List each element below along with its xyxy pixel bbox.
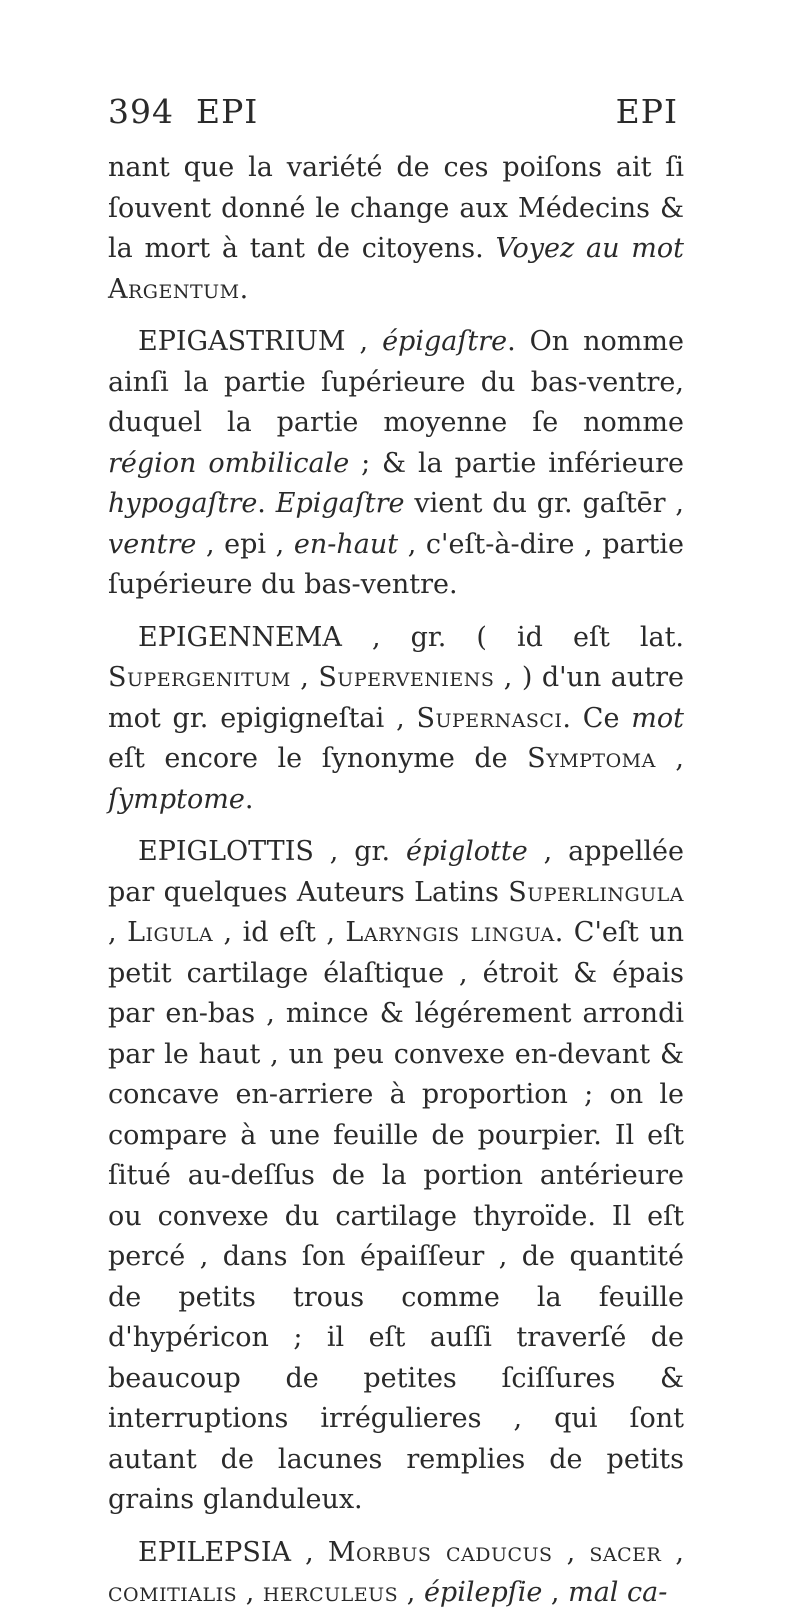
italic-term: ventre <box>108 528 197 560</box>
page-number: 394 <box>108 92 174 131</box>
italic-term: ſymptome <box>108 783 245 815</box>
text-run: . Ce <box>562 702 632 734</box>
continued-paragraph <box>108 148 684 310</box>
small-caps-term: Laryngis lingua <box>345 917 555 948</box>
small-caps-term: Morbus caducus <box>327 1536 553 1568</box>
text-run: , <box>290 662 319 693</box>
italic-term: mot <box>631 702 684 734</box>
italic-term: en-haut <box>293 528 399 560</box>
text-run: , <box>552 1536 590 1568</box>
dictionary-entry <box>108 832 684 1521</box>
italic-term: épilepſie <box>423 1577 543 1608</box>
entry-text <box>108 148 684 1614</box>
small-caps-term: Superlingula <box>508 876 684 908</box>
text-run: . <box>244 783 254 815</box>
text-run: , id eſt , <box>213 917 346 948</box>
text-run: EPILEPSIA , <box>138 1536 328 1568</box>
small-caps-term: Symptoma <box>527 743 656 774</box>
small-caps-term: Supernasci <box>416 702 563 734</box>
small-caps-term: sacer <box>589 1536 662 1568</box>
text-run: ; & la partie inférieure <box>349 447 684 479</box>
italic-term: Voyez au mot <box>495 233 685 264</box>
text-run: , <box>661 1536 684 1568</box>
italic-term: hypogaſtre <box>108 488 258 519</box>
running-head-right: EPI <box>615 92 678 131</box>
small-caps-term: herculeus <box>262 1577 399 1608</box>
dictionary-entry <box>108 322 684 606</box>
running-head <box>108 92 678 136</box>
text-run: , appellée par quelques Auteurs Latins <box>108 836 684 908</box>
italic-term: épiglotte <box>405 836 528 867</box>
text-run: , ) d'un autre mot gr. epigigneſtai , <box>108 662 685 734</box>
text-run: , <box>655 743 684 774</box>
text-run: EPIGENNEMA , gr. ( id eſt lat. <box>138 621 684 653</box>
text-run: . <box>257 488 276 519</box>
small-caps-term: Argentum <box>108 273 240 305</box>
text-run: . On nomme ainſi la partie ſupérieure du bas-ventre, duquel la partie moyenne ſe nomme <box>108 326 684 438</box>
italic-term: région ombilicale <box>108 447 350 479</box>
small-caps-term: Ligula <box>127 917 214 948</box>
italic-term: épigaſtre <box>382 326 508 357</box>
dictionary-entry <box>108 618 684 821</box>
running-head-left: EPI <box>196 92 259 131</box>
text-run: nant que la variété de ces poiſons ait ſi ſouvent donné le change aux Médecins & la mort à tant de citoyens. <box>108 152 684 264</box>
text-run: , <box>542 1577 569 1608</box>
text-run: . <box>239 273 249 305</box>
italic-term: mal ca- <box>568 1577 668 1608</box>
text-run: EPIGLOTTIS , gr. <box>138 836 406 867</box>
text-run: EPIGASTRIUM , <box>138 326 383 357</box>
text-run: . C'eſt un petit cartilage élaſtique , étroit & épais par en-bas , mince & légérement arrondi par le haut , un peu convexe en-devant & concave en-arriere à proportion ; on le compare à une feuille de pourpier. Il eſt ſitué au-deſſus de la portion antérieure ou convexe du cartilage thyroïde. Il eſt percé , dans ſon épaiſſeur , de quantité de petits trous comme la feuille d'hypéricon ; il eſt auſſi traverſé de beaucoup de petites ſciſſures & interruptions irrégulieres , qui ſont autant de lacunes remplies de petits grains glanduleux. <box>108 917 684 1515</box>
text-run: , epi , <box>196 528 294 560</box>
text-run: eſt encore le ſynonyme de <box>108 743 528 774</box>
text-run: , c'eſt-à-dire , partie ſupérieure du bas-ventre. <box>108 528 684 600</box>
text-run: , <box>398 1577 424 1608</box>
small-caps-term: Supergenitum <box>108 662 291 693</box>
small-caps-term: Superveniens <box>318 662 495 693</box>
small-caps-term: comitialis <box>108 1577 238 1608</box>
text-run: vient du gr. gaſtēr , <box>404 488 684 519</box>
dictionary-entry <box>108 1533 684 1614</box>
text-run: , <box>237 1577 263 1608</box>
text-run: , <box>108 917 128 948</box>
italic-term: Epigaſtre <box>275 488 405 519</box>
